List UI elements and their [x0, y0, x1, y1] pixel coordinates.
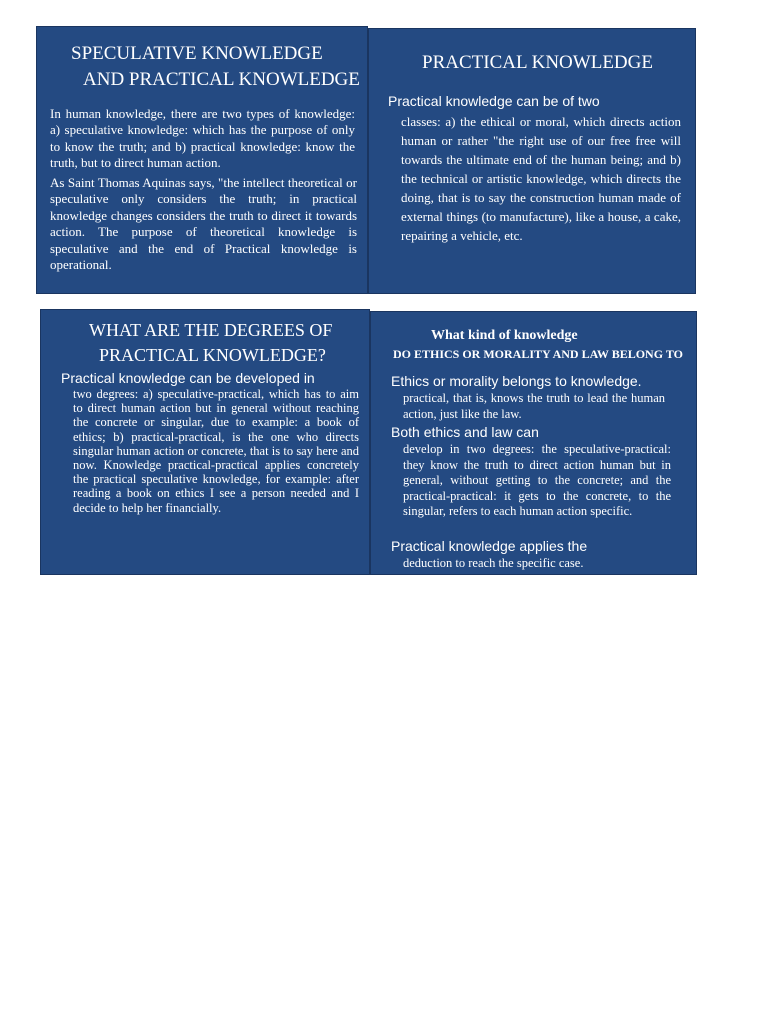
slide-title: PRACTICAL KNOWLEDGE: [422, 52, 653, 73]
slide-title-line2: AND PRACTICAL KNOWLEDGE: [83, 69, 360, 90]
slide-lead-text-applies: Practical knowledge applies the: [391, 538, 588, 554]
slide-body-text: two degrees: a) speculative-practical, which has to aim to direct human action but in general without reaching the concrete or singular, due to example: a book of ethics; b) practical-practical, is the one who directs singular human action or concrete, that is to say here and now. Knowledge practical-practical applies concretely the practical speculative knowledge, for example: after reading a book on ethics I see a person needed and I decide to help her financially.: [73, 387, 359, 515]
slide-title-line1: WHAT ARE THE DEGREES OF: [89, 320, 333, 340]
slide-ethics-and-law: [370, 311, 697, 575]
slide-lead-text: Practical knowledge can be developed in: [61, 370, 315, 386]
slide-degrees-of-practical-knowledge: [40, 309, 370, 575]
slide-lead-text-ethics: Ethics or morality belongs to knowledge.: [391, 373, 642, 389]
slide-practical-knowledge: [368, 28, 696, 294]
slide-title-line2: DO ETHICS OR MORALITY AND LAW BELONG TO: [393, 347, 683, 361]
slide-title-line1: SPECULATIVE KNOWLEDGE: [71, 43, 323, 64]
slide-title-line1: What kind of knowledge: [431, 328, 578, 343]
slide-title-line2: PRACTICAL KNOWLEDGE?: [99, 345, 326, 365]
slide-speculative-and-practical: [36, 26, 368, 294]
slide-lead-text: Practical knowledge can be of two: [388, 93, 600, 109]
slide-paragraph-types: In human knowledge, there are two types of knowledge: a) speculative knowledge: which has the purpose of only to know the truth; and b) practical knowledge: know the truth, but to direct human action.: [50, 106, 355, 171]
slide-lead-text-degrees: Both ethics and law can: [391, 424, 539, 440]
slide-body-text-applies: deduction to reach the specific case.: [403, 556, 584, 570]
slide-body-text: classes: a) the ethical or moral, which directs action human or rather "the right use of our free free will towards the ultimate end of the human being; and b) the technical or artistic knowledge, which directs the doing, that is to say the construction human made of external things (to manufacture), like a house, a cake, repairing a vehicle, etc.: [401, 114, 681, 243]
slide-paragraph-aquinas: As Saint Thomas Aquinas says, "the intellect theoretical or speculative only considers the truth; in practical knowledge changes considers the truth to direct it towards action. The purpose of theoretical knowledge is speculative and the end of Practical knowledge is operational.: [50, 175, 357, 273]
slide-body-text-ethics: practical, that is, knows the truth to lead the human action, just like the law.: [403, 391, 665, 421]
slide-body-text-degrees: develop in two degrees: the speculative-practical: they know the truth to direct action human but in general, without getting to the concrete; and the practical-practical: it gets to the concrete, to the singular, refers to each human action specific.: [403, 442, 671, 519]
